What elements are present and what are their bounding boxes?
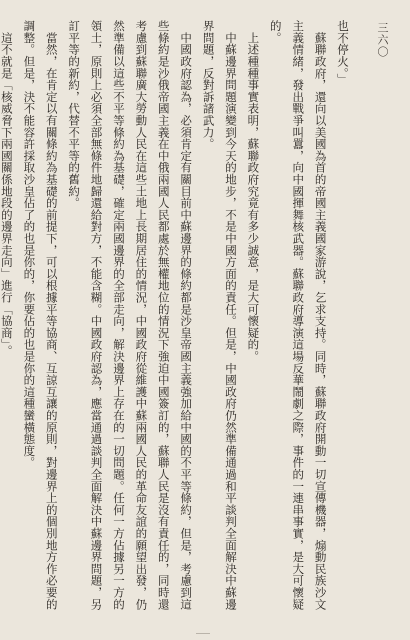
page-number: 三六〇	[376, 22, 389, 58]
paragraph: 當然，在肯定以有關條約為基礎的前提下，可以根據平等協商、互諒互讓的原則，對邊界上的個別地方作必要的調整。但是，決不能容許採取沙皇佔了的也是你的，你要佔的也是你的這種蠻橫態度。	[22, 20, 59, 610]
paragraph: 中國政府認為，必須肯定有關目前中蘇邊界的條約都是沙皇帝國主義強加給中國的不平等條約，但是，考慮到這些條約是沙俄帝國主義在中俄兩國人民都處於無權地位的情況下強迫中國簽訂的，蘇聯人民是沒有責任的，同時還考慮到蘇聯廣大勞動人民在這些土地上長期居住的情況，中國政府從維護中蘇兩國人民的革命友誼的願望出發，仍然準備以這些不平等條約為基礎，確定兩國邊界的全部走向，解決邊界上存在的一切問題。任何一方佔據另一方的領土，原則上必須全部無條件地歸還給對方，不能含糊。中國政府認為，應當通過談判全面解決中蘇邊界問題，另訂平等的新約，代替不平等的舊約。	[67, 20, 194, 610]
paragraph: 也不停火。」	[336, 20, 350, 86]
paragraph: 上述種種事實表明，蘇聯政府究竟有多少誠意，是大可懷疑的。	[246, 20, 261, 363]
paragraph: 這不就是「核威脅下兩國關係地段的邊界走向」進行「協商」。	[0, 20, 14, 357]
paragraph: 中蘇邊界問題演變到今天的地步，不是中國方面的責任。但是，中國政府仍然準備通過和平談判全面解決中蘇邊界問題，反對訴諸武力。	[201, 20, 238, 610]
paragraph: 蘇聯政府，還向以美國為首的帝國主義國家游說，乞求支持。同時，蘇聯政府開動一切宣傳機器，煽動民族沙文主義情緒，發出戰爭叫囂，向中國揮舞核武器。蘇聯政府導演這場反華鬧劇之際，事件的一連串事實，是大可懷疑的。	[268, 20, 328, 610]
page-footer-mark	[196, 629, 210, 634]
body-text	[0, 20, 354, 618]
